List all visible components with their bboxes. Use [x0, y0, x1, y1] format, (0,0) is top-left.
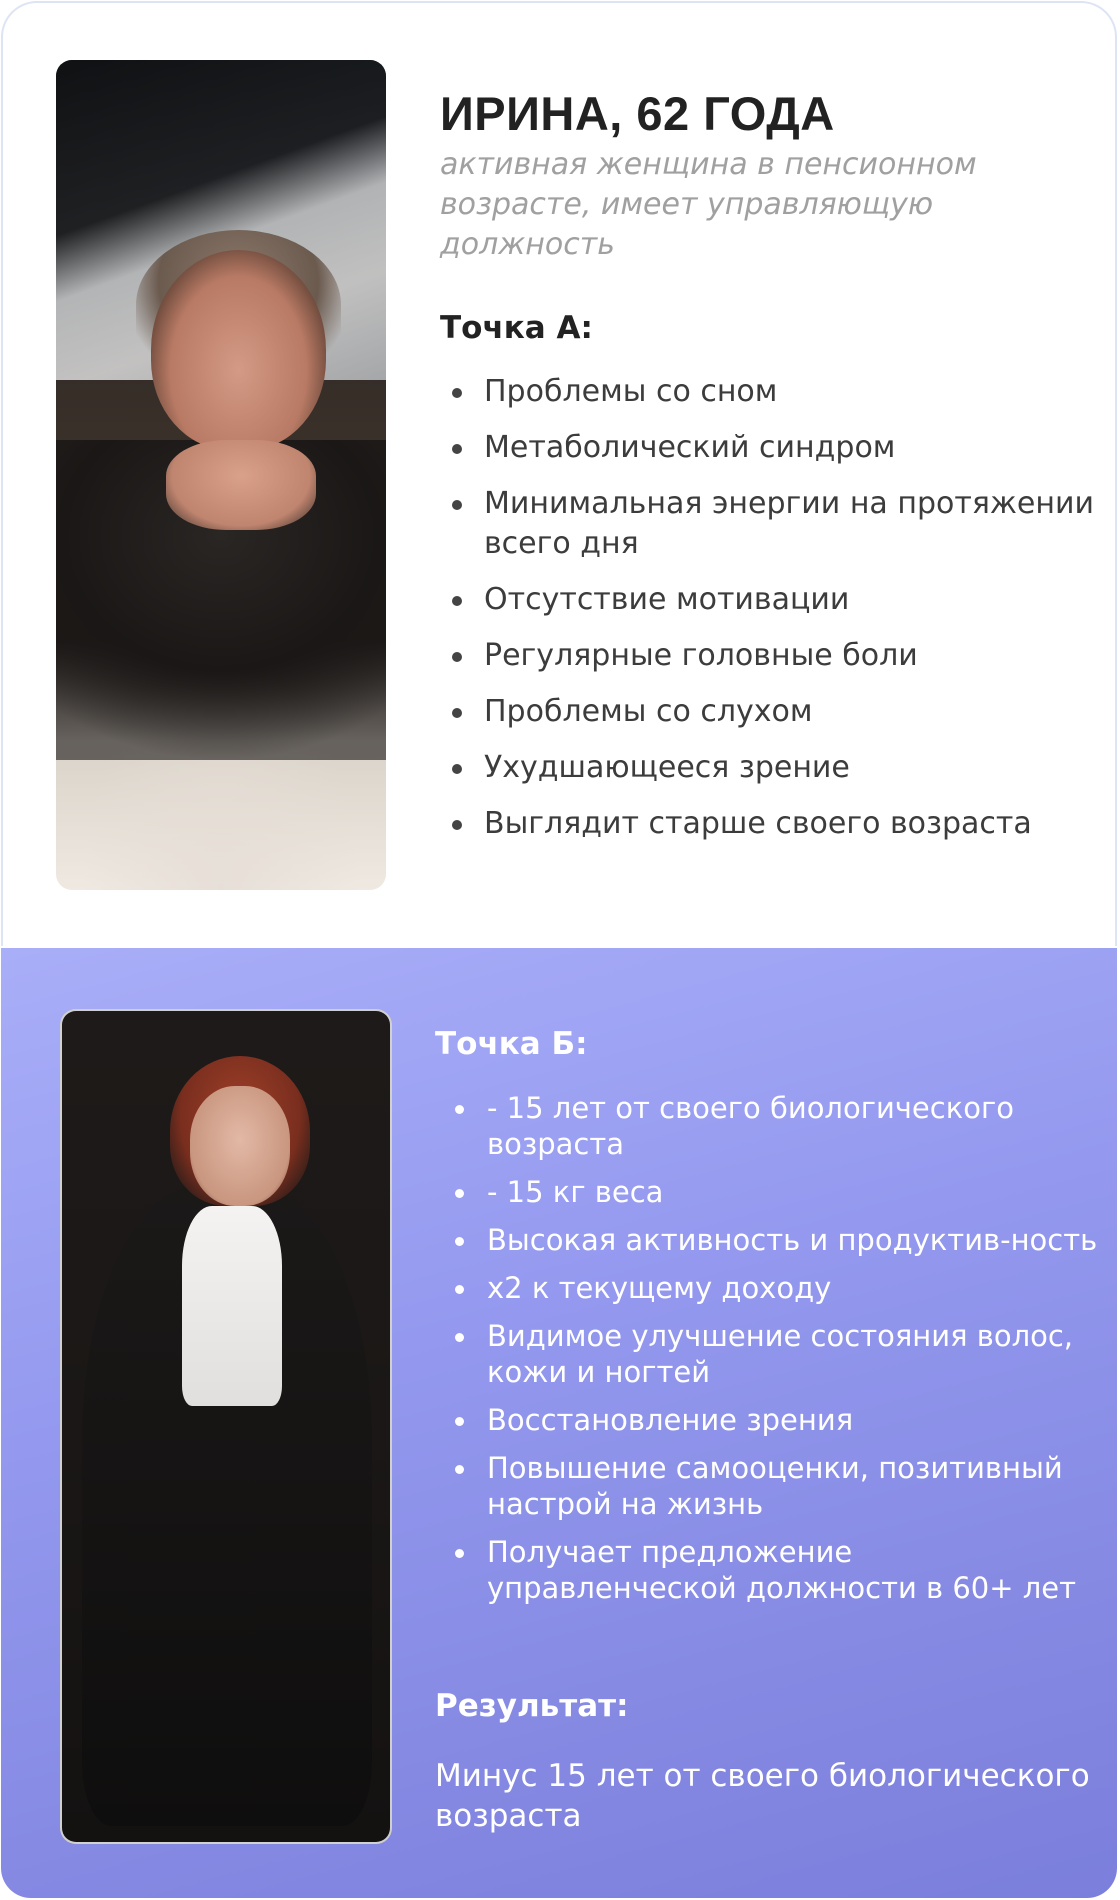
list-item-text: Видимое улучшение состояния волос, кожи и ногтей	[487, 1319, 1074, 1389]
bullet-icon	[452, 708, 462, 718]
bullet-icon	[452, 596, 462, 606]
list-item	[444, 636, 1104, 676]
bullet-icon	[455, 1105, 464, 1114]
list-item-text: Ухудшающееся зрение	[484, 750, 850, 785]
list-item-text: Выглядит старше своего возраста	[484, 806, 1032, 841]
bullet-icon	[455, 1285, 464, 1294]
list-item	[444, 804, 1104, 844]
list-item-text: Получает предложение управленческой должности в 60+ лет	[487, 1535, 1077, 1605]
list-item	[444, 372, 1104, 412]
list-item	[445, 1318, 1105, 1390]
list-item	[445, 1402, 1105, 1438]
result-text: Минус 15 лет от своего биологического возраста	[435, 1758, 1090, 1834]
list-item-text: Проблемы со сном	[484, 374, 778, 409]
list-item-text: Минимальная энергии на протяжении всего дня	[484, 486, 1094, 561]
point-a-heading: Точка А:	[440, 310, 593, 346]
list-item-text: Отсутствие мотивации	[484, 582, 850, 617]
photo-figure-shirt	[182, 1206, 282, 1406]
bullet-icon	[455, 1189, 464, 1198]
list-item	[444, 428, 1104, 468]
list-item-text: - 15 лет от своего биологического возраста	[487, 1091, 1014, 1161]
list-item-text: x2 к текущему доходу	[487, 1271, 832, 1305]
bullet-icon	[452, 388, 462, 398]
bullet-icon	[455, 1417, 464, 1426]
bullet-icon	[455, 1237, 464, 1246]
list-item	[445, 1222, 1105, 1258]
photo-figure-hands	[166, 440, 316, 530]
list-item	[444, 748, 1104, 788]
list-item	[444, 580, 1104, 620]
bullet-icon	[452, 444, 462, 454]
point-b-heading: Точка Б:	[435, 1026, 588, 1062]
bullet-icon	[455, 1333, 464, 1342]
list-item	[445, 1450, 1105, 1522]
list-item-text: Регулярные головные боли	[484, 638, 918, 673]
profile-description: активная женщина в пенсионном возрасте, имеет управляющую должность	[440, 147, 977, 262]
bullet-icon	[452, 764, 462, 774]
list-item-text: Метаболический синдром	[484, 430, 896, 465]
profile-name: ИРИНА, 62 ГОДА	[440, 87, 835, 140]
list-item	[445, 1534, 1105, 1606]
bullet-icon	[452, 820, 462, 830]
bullet-icon	[452, 500, 462, 510]
list-item-text: Повышение самооценки, позитивный настрой на жизнь	[487, 1451, 1063, 1521]
before-photo	[56, 60, 386, 890]
list-item	[445, 1090, 1105, 1162]
after-photo	[60, 1009, 392, 1844]
list-item-text: Проблемы со слухом	[484, 694, 813, 729]
point-b-list	[445, 1090, 1105, 1618]
photo-figure-face	[190, 1086, 290, 1206]
list-item	[444, 484, 1104, 564]
bullet-icon	[452, 652, 462, 662]
bullet-icon	[455, 1549, 464, 1558]
list-item-text: Восстановление зрения	[487, 1403, 854, 1437]
bullet-icon	[455, 1465, 464, 1474]
list-item-text: - 15 кг веса	[487, 1175, 664, 1209]
point-a-list	[444, 372, 1104, 860]
list-item	[445, 1270, 1105, 1306]
result-heading: Результат:	[435, 1688, 629, 1724]
list-item-text: Высокая активность и продуктив-ность	[487, 1223, 1098, 1257]
photo-figure-head	[151, 250, 326, 450]
list-item	[445, 1174, 1105, 1210]
list-item	[444, 692, 1104, 732]
